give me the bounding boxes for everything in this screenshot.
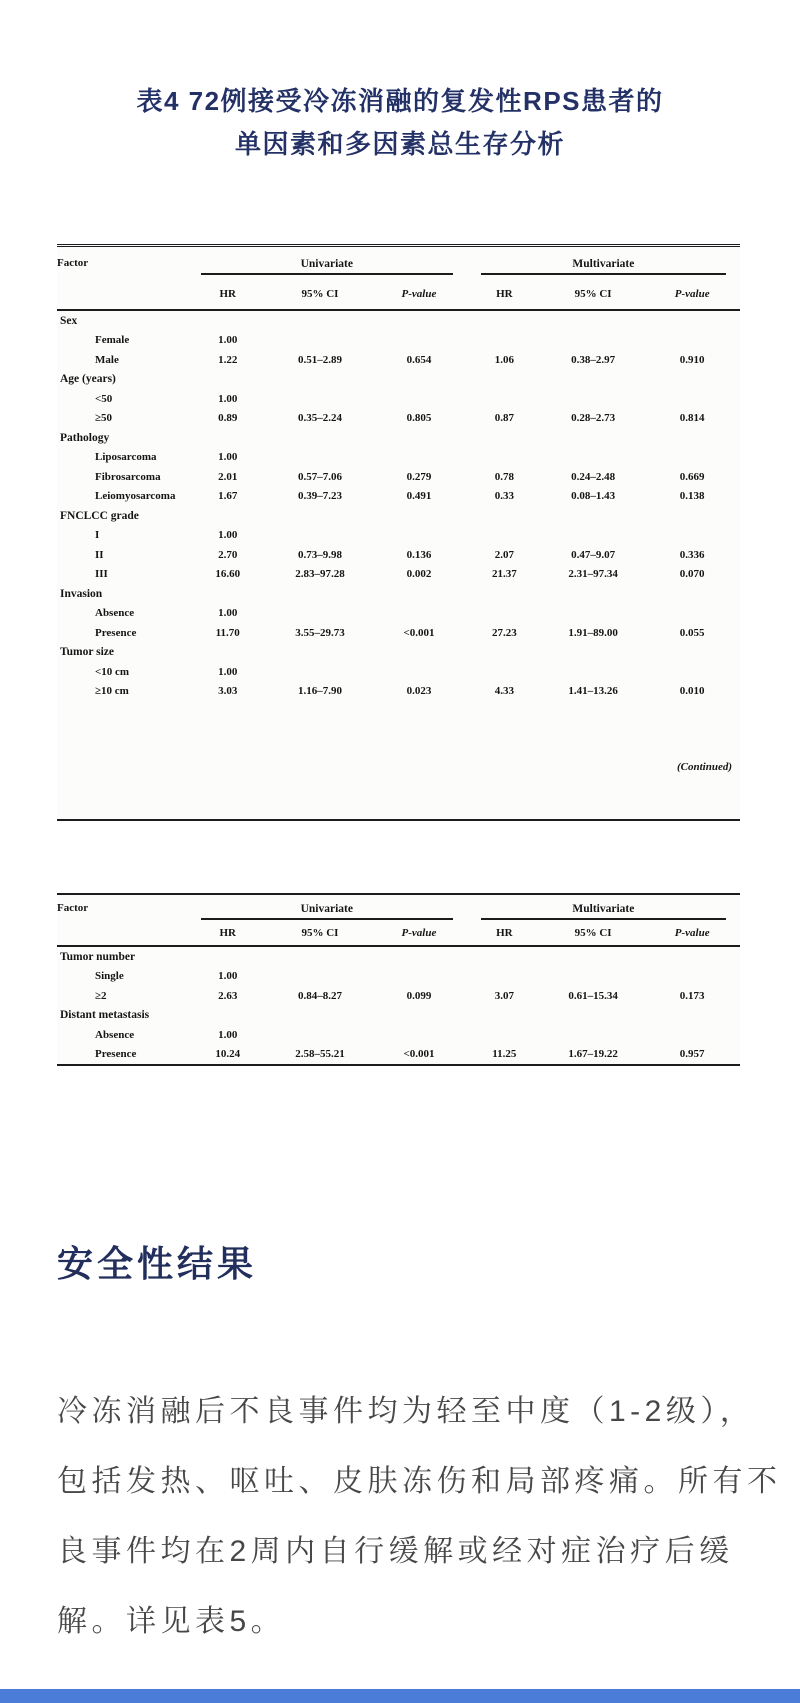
value-cell: 3.07 (494, 989, 514, 1002)
value-cell: 0.47–9.07 (571, 548, 616, 561)
value-cell (467, 526, 542, 546)
table-row (57, 604, 740, 624)
value-cell: 1.41–13.26 (568, 685, 618, 698)
value-cell: 2.31–97.34 (568, 568, 618, 581)
value-cell (371, 428, 467, 448)
column-header-pvalue-multi: P-value (644, 921, 740, 946)
paragraph-line: 解。详见表5。 (57, 1605, 286, 1638)
value-cell (644, 310, 740, 331)
value-cell (644, 370, 740, 390)
value-cell (269, 310, 371, 331)
value-cell (269, 584, 371, 604)
value-cell: 2.70 (218, 548, 238, 561)
factor-cell: Pathology (60, 431, 110, 444)
value-cell: 2.63 (218, 989, 238, 1002)
value-cell (467, 643, 542, 663)
factor-cell: ≥10 cm (95, 685, 129, 698)
column-header-hr-uni: HR (187, 921, 269, 946)
column-header-factor: Factor (57, 257, 89, 269)
value-cell (269, 370, 371, 390)
value-cell (542, 428, 644, 448)
value-cell: 1.06 (494, 353, 514, 366)
value-cell (644, 428, 740, 448)
value-cell (371, 448, 467, 468)
value-cell: 27.23 (491, 626, 517, 639)
table-row (57, 967, 740, 987)
value-cell: 1.00 (218, 970, 238, 983)
table-row (57, 682, 740, 702)
value-cell: <0.001 (403, 626, 435, 639)
value-cell: 0.336 (679, 548, 705, 561)
table-row (57, 1006, 740, 1026)
value-cell: 1.00 (218, 1028, 238, 1041)
factor-cell: <10 cm (95, 665, 130, 678)
column-header-hr-multi: HR (467, 279, 542, 310)
paragraph-line: 包括发热、呕吐、皮肤冻伤和局部疼痛。所有不 (57, 1465, 782, 1498)
table-row (57, 331, 740, 351)
value-cell: 2.07 (494, 548, 514, 561)
value-cell (269, 389, 371, 409)
value-cell: 1.00 (218, 665, 238, 678)
value-cell (371, 643, 467, 663)
value-cell (269, 331, 371, 351)
value-cell: 0.055 (679, 626, 705, 639)
value-cell: 0.84–8.27 (297, 989, 342, 1002)
value-cell: 1.00 (218, 451, 238, 464)
table-title-line2: 单因素和多因素总生存分析 (234, 129, 565, 159)
value-cell (467, 662, 542, 682)
factor-cell: Age (years) (60, 373, 116, 386)
factor-cell: Single (95, 970, 124, 983)
table-row (57, 1025, 740, 1045)
column-header-spacer (57, 279, 187, 310)
value-cell (371, 331, 467, 351)
table-continued-note: (Continued) (676, 761, 732, 773)
value-cell: 0.28–2.73 (571, 412, 616, 425)
value-cell (269, 506, 371, 526)
column-header-ci-uni: 95% CI (269, 279, 371, 310)
stat-table-2 (57, 893, 740, 1064)
value-cell: 0.61–15.34 (568, 989, 618, 1002)
factor-cell: Absence (95, 607, 135, 620)
value-cell (467, 1006, 542, 1026)
value-cell: <0.001 (403, 1048, 435, 1061)
value-cell: 0.35–2.24 (297, 412, 342, 425)
value-cell: 0.173 (679, 989, 705, 1002)
value-cell (187, 1006, 269, 1026)
table-row (57, 506, 740, 526)
value-cell: 0.51–2.89 (297, 353, 342, 366)
value-cell: 0.73–9.98 (297, 548, 342, 561)
value-cell (467, 604, 542, 624)
value-cell: 1.00 (218, 392, 238, 405)
value-cell: 0.78 (494, 470, 514, 483)
value-cell: 0.39–7.23 (297, 490, 342, 503)
value-cell: 0.87 (494, 412, 514, 425)
value-cell: 0.89 (218, 412, 238, 425)
table-title-line1: 表4 72例接受冷冻消融的复发性RPS患者的 (136, 86, 664, 116)
value-cell (269, 1006, 371, 1026)
value-cell (269, 643, 371, 663)
value-cell (467, 506, 542, 526)
value-cell: 11.25 (492, 1048, 517, 1061)
value-cell: 0.070 (679, 568, 705, 581)
value-cell (269, 946, 371, 967)
value-cell: 0.010 (679, 685, 705, 698)
paragraph-line: 冷冻消融后不良事件均为轻至中度（1-2级）， (57, 1395, 755, 1428)
value-cell: 2.83–97.28 (295, 568, 345, 581)
value-cell (644, 506, 740, 526)
column-header-ci-multi: 95% CI (542, 921, 644, 946)
column-header-hr-uni: HR (187, 279, 269, 310)
value-cell: 1.00 (218, 607, 238, 620)
value-cell (371, 946, 467, 967)
table-row (57, 448, 740, 468)
value-cell (371, 526, 467, 546)
value-cell: 0.957 (679, 1048, 705, 1061)
column-header-pvalue-multi: P-value (644, 279, 740, 310)
value-cell (542, 448, 644, 468)
section-heading-safety-results: 安全性结果 (57, 1243, 258, 1284)
bottom-accent-bar (0, 1689, 800, 1703)
value-cell: 0.138 (679, 490, 705, 503)
value-cell: 1.16–7.90 (297, 685, 342, 698)
value-cell (542, 310, 644, 331)
value-cell (542, 389, 644, 409)
value-cell: 0.910 (679, 353, 705, 366)
value-cell: 1.91–89.00 (568, 626, 618, 639)
value-cell (187, 643, 269, 663)
table-row (57, 428, 740, 448)
value-cell (371, 310, 467, 331)
column-group-multivariate: Multivariate (467, 246, 740, 280)
paragraph-line: 良事件均在2周内自行缓解或经对症治疗后缓 (57, 1535, 734, 1568)
column-group-univariate: Univariate (187, 246, 467, 280)
factor-cell: Female (95, 334, 130, 347)
factor-cell: Presence (95, 1048, 137, 1061)
table-row (57, 310, 740, 331)
value-cell (269, 662, 371, 682)
column-header-pvalue-uni: P-value (371, 279, 467, 310)
column-header-spacer (57, 921, 187, 946)
value-cell: 0.654 (406, 353, 432, 366)
value-cell (644, 389, 740, 409)
value-cell: 1.22 (218, 353, 238, 366)
value-cell (467, 1025, 542, 1045)
value-cell: 0.24–2.48 (571, 470, 616, 483)
value-cell: 0.57–7.06 (297, 470, 342, 483)
value-cell (467, 310, 542, 331)
value-cell (371, 584, 467, 604)
value-cell: 16.60 (215, 568, 241, 581)
value-cell (187, 310, 269, 331)
value-cell: 0.814 (679, 412, 705, 425)
factor-cell: Tumor size (60, 646, 114, 659)
value-cell (542, 506, 644, 526)
table-row (57, 409, 740, 429)
value-cell (644, 526, 740, 546)
value-cell: 0.08–1.43 (571, 490, 616, 503)
table-row (57, 584, 740, 604)
factor-cell: Leiomyosarcoma (95, 490, 176, 503)
value-cell: 2.58–55.21 (295, 1048, 345, 1061)
column-header-hr-multi: HR (467, 921, 542, 946)
body-paragraph (57, 1377, 782, 1657)
value-cell (542, 526, 644, 546)
value-cell (371, 1006, 467, 1026)
table-row (57, 1045, 740, 1065)
value-cell (187, 506, 269, 526)
factor-cell: III (95, 568, 108, 581)
value-cell: 1.67 (218, 490, 238, 503)
value-cell: 0.38–2.97 (571, 353, 616, 366)
value-cell (644, 643, 740, 663)
table-row (57, 643, 740, 663)
factor-cell: I (95, 529, 100, 542)
factor-cell: Fibrosarcoma (95, 470, 161, 483)
value-cell: 4.33 (494, 685, 514, 698)
value-cell: 0.002 (406, 568, 432, 581)
factor-cell: <50 (95, 392, 113, 405)
table-row (57, 946, 740, 967)
factor-cell: Absence (95, 1028, 135, 1041)
value-cell (269, 967, 371, 987)
value-cell (371, 506, 467, 526)
value-cell (371, 604, 467, 624)
value-cell (371, 370, 467, 390)
value-cell: 21.37 (491, 568, 517, 581)
table-row (57, 350, 740, 370)
value-cell (542, 1006, 644, 1026)
factor-cell: Distant metastasis (60, 1009, 150, 1022)
value-cell (542, 604, 644, 624)
value-cell: 0.805 (406, 412, 432, 425)
table-row (57, 487, 740, 507)
column-header-ci-uni: 95% CI (269, 921, 371, 946)
value-cell (542, 584, 644, 604)
table-row (57, 623, 740, 643)
value-cell (467, 584, 542, 604)
value-cell: 0.023 (406, 685, 432, 698)
table-row (57, 389, 740, 409)
survival-analysis-table-part2 (57, 893, 740, 1066)
table-row (57, 662, 740, 682)
value-cell (644, 1006, 740, 1026)
column-header-ci-multi: 95% CI (542, 279, 644, 310)
value-cell (269, 1025, 371, 1045)
value-cell: 0.279 (406, 470, 432, 483)
column-header-pvalue-uni: P-value (371, 921, 467, 946)
value-cell (644, 331, 740, 351)
value-cell (187, 370, 269, 390)
value-cell (644, 967, 740, 987)
value-cell (467, 946, 542, 967)
value-cell (371, 389, 467, 409)
value-cell (542, 946, 644, 967)
value-cell: 0.33 (494, 490, 514, 503)
value-cell: 0.491 (406, 490, 432, 503)
value-cell (371, 967, 467, 987)
factor-cell: ≥2 (95, 989, 107, 1002)
value-cell (269, 448, 371, 468)
value-cell (467, 428, 542, 448)
value-cell (371, 662, 467, 682)
value-cell (542, 967, 644, 987)
value-cell (187, 428, 269, 448)
value-cell: 1.67–19.22 (568, 1048, 618, 1061)
table-row (57, 545, 740, 565)
factor-cell: Invasion (60, 587, 103, 600)
value-cell (644, 946, 740, 967)
value-cell: 2.01 (218, 470, 238, 483)
column-group-multivariate: Multivariate (467, 894, 740, 921)
value-cell (644, 1025, 740, 1045)
table-row (57, 370, 740, 390)
column-header-factor: Factor (57, 902, 89, 914)
value-cell (542, 643, 644, 663)
factor-cell: Male (95, 353, 119, 366)
value-cell (269, 526, 371, 546)
value-cell: 0.669 (679, 470, 705, 483)
factor-cell: II (95, 548, 104, 561)
value-cell: 10.24 (215, 1048, 241, 1061)
factor-cell: Sex (60, 314, 78, 327)
value-cell (467, 967, 542, 987)
value-cell (644, 604, 740, 624)
value-cell (542, 370, 644, 390)
value-cell: 3.55–29.73 (295, 626, 345, 639)
value-cell (467, 448, 542, 468)
value-cell (269, 604, 371, 624)
column-group-univariate: Univariate (187, 894, 467, 921)
value-cell (467, 370, 542, 390)
table-row (57, 565, 740, 585)
factor-cell: Liposarcoma (95, 451, 157, 464)
value-cell (542, 662, 644, 682)
value-cell (644, 448, 740, 468)
stat-table-1 (57, 244, 740, 701)
table-row (57, 526, 740, 546)
value-cell (644, 662, 740, 682)
value-cell (542, 1025, 644, 1045)
value-cell (467, 331, 542, 351)
value-cell (187, 946, 269, 967)
table-row (57, 467, 740, 487)
survival-analysis-table-part1 (57, 244, 740, 821)
value-cell (371, 1025, 467, 1045)
table-row (57, 986, 740, 1006)
table-title (0, 0, 800, 166)
value-cell: 11.70 (215, 626, 240, 639)
factor-cell: Presence (95, 626, 137, 639)
value-cell: 3.03 (218, 685, 238, 698)
value-cell (269, 428, 371, 448)
factor-cell: Tumor number (60, 950, 136, 963)
value-cell (467, 389, 542, 409)
value-cell: 1.00 (218, 529, 238, 542)
value-cell: 1.00 (218, 334, 238, 347)
value-cell (644, 584, 740, 604)
value-cell (542, 331, 644, 351)
value-cell: 0.136 (406, 548, 432, 561)
factor-cell: FNCLCC grade (60, 509, 139, 522)
value-cell: 0.099 (406, 989, 432, 1002)
factor-cell: ≥50 (95, 412, 113, 425)
value-cell (187, 584, 269, 604)
